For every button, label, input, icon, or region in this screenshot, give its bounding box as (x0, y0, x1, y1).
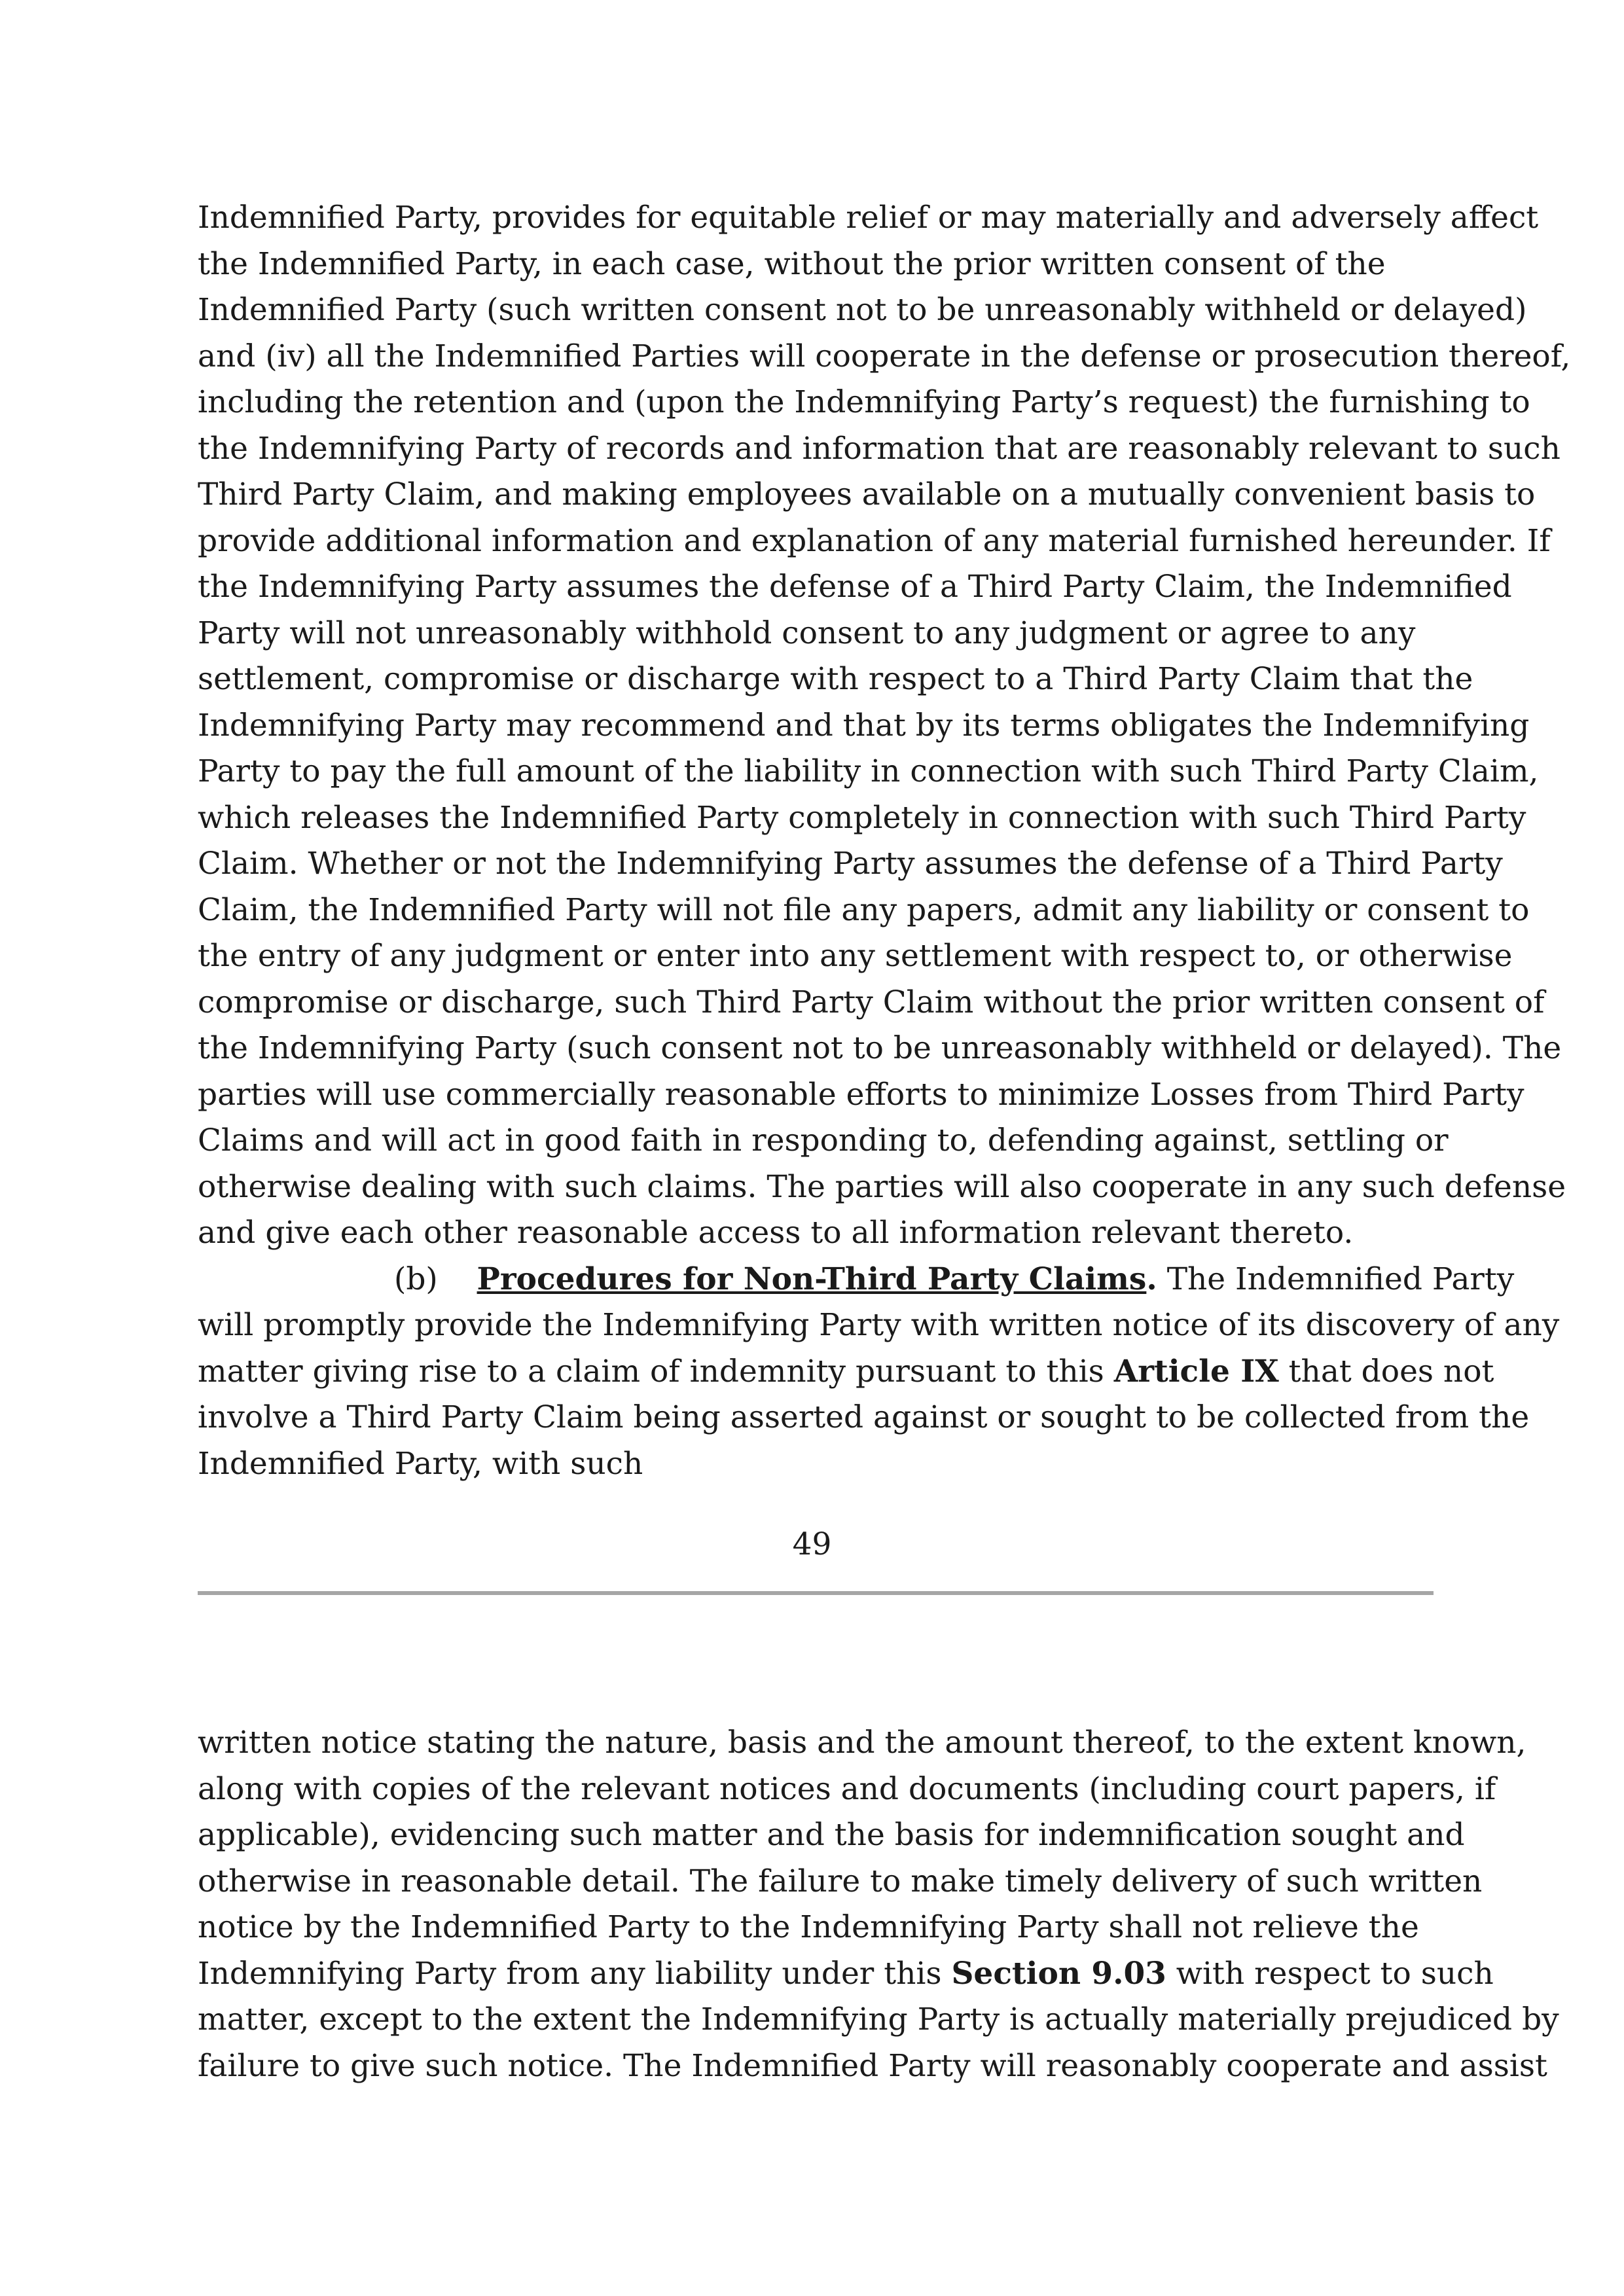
body-line: involve a Third Party Claim being asserted against or sought to be collected from the (198, 1399, 1530, 1435)
body-line: which releases the Indemnified Party completely in connection with such Third Party (198, 799, 1526, 836)
text-fragment: with respect to such (1166, 1955, 1494, 1992)
body-line: including the retention and (upon the Indemnifying Party’s request) the furnishing to (198, 384, 1530, 420)
body-line-with-reference (198, 1951, 1494, 1998)
body-line: parties will use commercially reasonable efforts to minimize Losses from Third Party (198, 1076, 1525, 1113)
body-line: written notice stating the nature, basis and the amount thereof, to the extent known, (198, 1725, 1526, 1761)
text-fragment: that does not (1278, 1353, 1494, 1390)
body-line: Indemnifying Party may recommend and that by its terms obligates the Indemnifying (198, 707, 1530, 744)
body-line: Claim, the Indemnified Party will not file any papers, admit any liability or consent to (198, 891, 1530, 928)
text-fragment: matter giving rise to a claim of indemnity pursuant to this (198, 1353, 1114, 1390)
body-line: provide additional information and explanation of any material furnished hereunder. If (198, 522, 1551, 559)
body-line: and (iv) all the Indemnified Parties will cooperate in the defense or prosecution thereof, (198, 338, 1571, 374)
body-line: Indemnified Party (such written consent not to be unreasonably withheld or delayed) (198, 292, 1527, 328)
body-line: the entry of any judgment or enter into any settlement with respect to, or otherwise (198, 938, 1513, 974)
article-reference: Article IX (1113, 1353, 1279, 1390)
body-line: the Indemnified Party, in each case, without the prior written consent of the (198, 245, 1386, 282)
body-line: settlement, compromise or discharge with respect to a Third Party Claim that the (198, 661, 1473, 697)
subsection-heading-period: . (1146, 1261, 1157, 1297)
body-line: Indemnified Party, with such (198, 1445, 643, 1482)
body-line: Third Party Claim, and making employees available on a mutually convenient basis to (198, 476, 1536, 512)
subsection-heading: Procedures for Non-Third Party Claims (477, 1261, 1147, 1297)
body-line: Indemnified Party, provides for equitable relief or may materially and adversely affect (198, 200, 1539, 236)
subsection-label: (b) (394, 1261, 438, 1297)
body-line: notice by the Indemnified Party to the Indemnifying Party shall not relieve the (198, 1909, 1419, 1945)
body-line-with-reference (198, 1349, 1494, 1395)
section-reference: Section 9.03 (951, 1955, 1166, 1992)
body-line: the Indemnifying Party of records and information that are reasonably relevant to such (198, 430, 1561, 467)
body-line: failure to give such notice. The Indemnified Party will reasonably cooperate and assist (198, 2047, 1547, 2084)
body-line: the Indemnifying Party assumes the defense of a Third Party Claim, the Indemnified (198, 569, 1512, 605)
body-line: otherwise in reasonable detail. The failure to make timely delivery of such written (198, 1863, 1483, 1899)
page-number: 49 (792, 1526, 832, 1562)
body-line: Claims and will act in good faith in responding to, defending against, settling or (198, 1122, 1449, 1158)
subsection-b-first-line (198, 1257, 1515, 1303)
body-line: Claim. Whether or not the Indemnifying Party assumes the defense of a Third Party (198, 846, 1503, 882)
body-line: Party to pay the full amount of the liability in connection with such Third Party Claim, (198, 753, 1539, 789)
page-break-divider (198, 1591, 1434, 1595)
body-line: matter, except to the extent the Indemnifying Party is actually materially prejudiced by (198, 2001, 1559, 2037)
body-line: along with copies of the relevant notices and documents (including court papers, if (198, 1770, 1496, 1807)
body-line: compromise or discharge, such Third Party Claim without the prior written consent of (198, 984, 1545, 1020)
body-line: Party will not unreasonably withhold consent to any judgment or agree to any (198, 615, 1416, 651)
body-line: applicable), evidencing such matter and the basis for indemnification sought and (198, 1817, 1465, 1853)
text-fragment: Indemnifying Party from any liability under this (198, 1955, 952, 1992)
subsection-first-line-text: The Indemnified Party (1166, 1261, 1515, 1297)
body-line: otherwise dealing with such claims. The parties will also cooperate in any such defense (198, 1168, 1566, 1205)
body-line: will promptly provide the Indemnifying Party with written notice of its discovery of any (198, 1307, 1560, 1343)
body-line: the Indemnifying Party (such consent not to be unreasonably withheld or delayed). The (198, 1030, 1562, 1066)
body-line: and give each other reasonable access to all information relevant thereto. (198, 1215, 1354, 1251)
page-49-body (198, 195, 1571, 1487)
page-50-body (198, 1720, 1559, 2089)
